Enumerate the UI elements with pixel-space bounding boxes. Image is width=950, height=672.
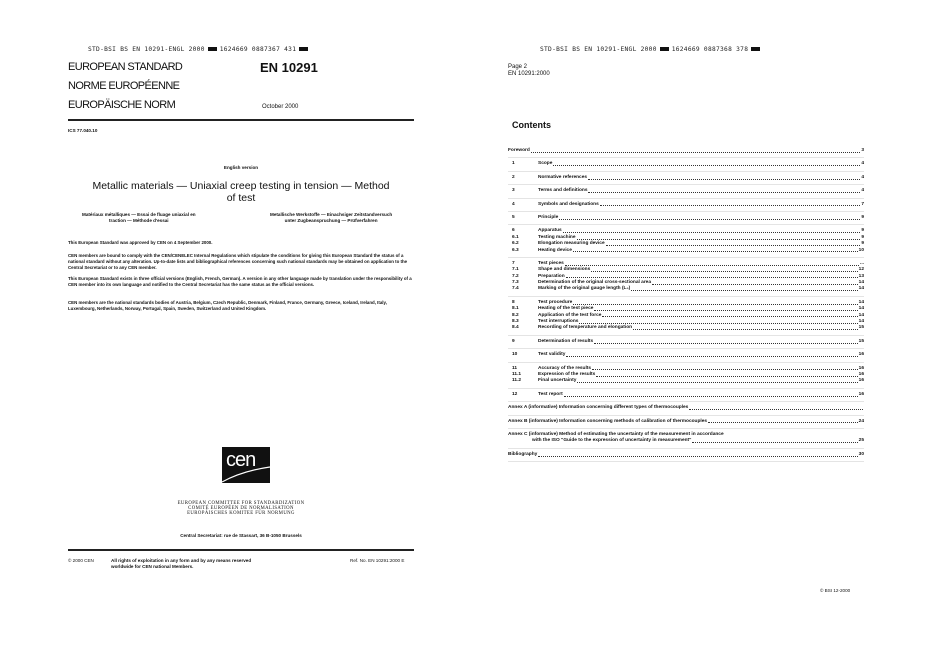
toc-entry-page: 24 xyxy=(858,418,864,424)
document-title xyxy=(68,180,414,204)
version-label: English version xyxy=(223,165,259,170)
toc-entry-title: Application of the test force xyxy=(538,312,602,318)
toc-entry-number: 10 xyxy=(512,352,518,358)
toc-entry-page: 16 xyxy=(858,371,864,377)
central-secretariat: Central Secretariat: rue de Stassart, 36 B-1050 Brussels xyxy=(180,533,302,538)
toc-entry-number: 5 xyxy=(512,214,515,220)
toc-group xyxy=(508,297,864,336)
toc-entry-title: with the ISO "Guide to the expression of uncertainty in measurement" xyxy=(532,438,692,444)
toc-entry-number: 6.3 xyxy=(512,247,519,253)
toc-entry-title: Heating of the test piece xyxy=(538,306,594,312)
dot-leader xyxy=(652,284,858,285)
toc-entry-number: 7.1 xyxy=(512,267,519,273)
toc-entry[interactable] xyxy=(508,248,864,254)
toc-entry-page: 14 xyxy=(858,319,864,325)
rights-line: worldwide for CEN national Members. xyxy=(111,563,194,569)
toc-entry-title: Apparatus xyxy=(538,228,562,234)
toc-entry-title: Determination of the original cross-sectional area xyxy=(538,280,652,286)
cen-logo-swoosh xyxy=(222,447,270,483)
versions-paragraph: This European Standard exists in three official versions (English, French, German). A version in any other language made by translation under the responsibility of a CEN member into its own language and notified to the Central Secretariat has the same status as the official versions. xyxy=(68,276,412,287)
dot-leader xyxy=(531,152,860,153)
scan-header-code xyxy=(540,46,763,53)
dot-leader xyxy=(565,265,859,266)
toc-entry-page: 10 xyxy=(858,247,864,253)
toc-group xyxy=(508,449,864,462)
publication-date: October 2000 xyxy=(262,104,299,110)
dot-leader xyxy=(708,422,858,423)
toc-entry[interactable] xyxy=(508,215,864,221)
dot-leader xyxy=(559,219,860,220)
toc-entry-page: 14 xyxy=(858,306,864,312)
toc-entry-page: 7 xyxy=(861,201,864,207)
header-code-number: 1624669 0887367 431 xyxy=(219,46,297,53)
toc-entry-title: Recording of temperature and elongation xyxy=(538,325,633,331)
committee-name-de: EUROPÄISCHES KOMITEE FÜR NORMUNG xyxy=(187,511,295,517)
toc-entry-number: 11 xyxy=(512,365,518,371)
toc-entry-page: 4 xyxy=(861,174,864,180)
toc-group xyxy=(508,225,864,258)
dot-leader xyxy=(538,456,857,457)
toc-entry[interactable] xyxy=(508,175,864,181)
toc-entry-page: 16 xyxy=(858,352,864,358)
toc-entry-number: 11.2 xyxy=(512,378,522,384)
toc-group xyxy=(508,363,864,389)
toc-entry[interactable] xyxy=(508,438,864,444)
toc-entry[interactable] xyxy=(508,148,864,154)
rights-notice xyxy=(111,558,251,569)
dot-leader xyxy=(577,239,861,240)
toc-entry-number: 4 xyxy=(512,201,515,207)
dot-leader xyxy=(594,343,857,344)
toc-entry-number: 9 xyxy=(512,338,515,344)
toc-entry-page: 30 xyxy=(858,451,864,457)
toc-entry-title: Terms and definitions xyxy=(538,188,588,194)
toc-entry-number: 7.2 xyxy=(512,273,519,279)
copyright: © 2000 CEN xyxy=(68,558,94,563)
title-french-line: traction — Méthode d'essai xyxy=(109,217,169,223)
toc-entry[interactable] xyxy=(508,378,864,384)
toc-entry-page: ... xyxy=(860,260,864,266)
toc-entry-page: 12 xyxy=(858,267,864,273)
contents-heading: Contents xyxy=(512,120,551,130)
toc-entry-number: 8.4 xyxy=(512,325,519,331)
toc-entry-title: Final uncertainty xyxy=(538,378,577,384)
toc-entry-number: 7.3 xyxy=(512,280,519,286)
title-german-line: unter Zugbeanspruchung — Prüfverfahren xyxy=(284,217,378,223)
toc-entry[interactable] xyxy=(508,325,864,331)
toc-entry-title: Determination of results xyxy=(538,338,594,344)
toc-entry-page: 14 xyxy=(858,299,864,305)
ics-code: ICS 77.040.10 xyxy=(68,128,98,133)
toc-entry-title: Expression of the results xyxy=(538,371,596,377)
toc-entry-title: Test interruptions xyxy=(538,319,579,325)
toc-entry-number: 8.3 xyxy=(512,319,519,325)
toc-entry-title: Shape and dimensions xyxy=(538,267,591,273)
standard-number: EN 10291 xyxy=(260,60,318,75)
toc-entry-title: Symbols and designations xyxy=(538,201,599,207)
toc-group xyxy=(508,158,864,171)
header-code-number: 1624669 0887368 378 xyxy=(671,46,749,53)
toc-group xyxy=(508,349,864,362)
toc-entry-page: 4 xyxy=(861,161,864,167)
toc-entry-page: 9 xyxy=(861,241,864,247)
toc-group xyxy=(508,336,864,349)
toc-group xyxy=(508,172,864,185)
toc-entry-page: 13 xyxy=(858,273,864,279)
title-line: of test xyxy=(226,192,256,204)
reference-number: Ref. No. EN 10291:2000 E xyxy=(350,558,405,563)
dot-leader xyxy=(606,245,861,246)
dot-leader xyxy=(631,290,857,291)
header-rule xyxy=(68,119,414,121)
committee-name-en: EUROPEAN COMMITTEE FOR STANDARDIZATION xyxy=(177,501,305,506)
toc-entry[interactable] xyxy=(508,352,864,358)
page-reference xyxy=(508,64,550,78)
title-french xyxy=(82,212,196,223)
cen-logo xyxy=(222,447,270,483)
members-paragraph: CEN members are the national standards bodies of Austria, Belgium, Czech Republic, Denmark, Finland, France, Germany, Greece, Iceland, Ireland, Italy, Luxembourg, Netherlands, Norway, Portugal, Spain, Sweden, Switzerland and United Kingdom. xyxy=(68,300,387,311)
toc-entry-number: 7 xyxy=(512,260,515,266)
dot-leader xyxy=(588,179,860,180)
toc-group xyxy=(508,389,864,402)
toc-entry-page: 14 xyxy=(858,280,864,286)
toc-entry[interactable] xyxy=(508,339,864,345)
toc-entry-number: 8.2 xyxy=(512,312,519,318)
toc-entry[interactable] xyxy=(508,405,864,411)
toc-entry[interactable] xyxy=(508,188,864,194)
barcode-block xyxy=(208,47,217,51)
toc-entry[interactable] xyxy=(508,452,864,458)
toc-entry-title: Scope xyxy=(538,161,553,167)
cen-logo-text: cen xyxy=(226,449,256,471)
dot-leader xyxy=(573,304,857,305)
scan-header-code xyxy=(88,46,311,53)
toc-entry-page: 15 xyxy=(858,338,864,344)
toc-entry-number: 11.1 xyxy=(512,371,522,377)
toc-entry-number: 8 xyxy=(512,299,515,305)
dot-leader xyxy=(588,192,860,193)
dot-leader xyxy=(600,205,861,206)
toc-entry-title: Annex B (informative) Information concerning methods of calibration of thermocouples xyxy=(508,418,708,424)
dot-leader xyxy=(692,442,857,443)
toc-entry-page: 16 xyxy=(858,365,864,371)
standard-name-de: EUROPÄISCHE NORM xyxy=(68,99,176,111)
toc-group xyxy=(508,145,864,158)
toc-entry-number: 3 xyxy=(512,188,515,194)
toc-entry-page: 4 xyxy=(861,188,864,194)
toc-entry[interactable] xyxy=(508,161,864,167)
toc-entry-title: Principle xyxy=(538,214,559,220)
dot-leader xyxy=(579,323,857,324)
toc-group xyxy=(508,402,864,415)
committee-names xyxy=(68,501,414,517)
toc-entry-number: 6.2 xyxy=(512,241,519,247)
toc-entry-title: Bibliography xyxy=(508,451,538,457)
toc-entry-title: Test procedure xyxy=(538,299,573,305)
title-german-line: Metallische Werkstoffe — Einachsiger Zeitstandversuch xyxy=(270,212,393,217)
toc-entry-title: Foreword xyxy=(508,147,530,153)
toc-entry-page: 25 xyxy=(858,438,864,444)
toc-entry[interactable] xyxy=(508,419,864,425)
toc-entry-page: 9 xyxy=(861,234,864,240)
toc-group xyxy=(508,416,864,429)
rights-line: All rights of exploitation in any form and by any means reserved xyxy=(111,558,252,563)
toc-entry-title: Marking of the original gauge length (L₀) xyxy=(538,286,631,292)
dot-leader xyxy=(563,232,861,233)
toc-entry-title: Heating device xyxy=(538,247,572,253)
dot-leader xyxy=(564,396,858,397)
toc-entry[interactable] xyxy=(508,202,864,208)
toc-entry-number: 8.1 xyxy=(512,306,519,312)
toc-entry-title: Normative references xyxy=(538,174,588,180)
toc-entry-title: Preparation xyxy=(538,273,565,279)
dot-leader xyxy=(596,376,857,377)
toc-entry-title: Test validity xyxy=(538,352,566,358)
dot-leader xyxy=(566,277,858,278)
toc-entry-number: 6.1 xyxy=(512,234,519,240)
committee-name-fr: COMITÉ EUROPÉEN DE NORMALISATION xyxy=(188,506,294,512)
compliance-paragraph: CEN members are bound to comply with the CEN/CENELEC Internal Regulations which stipulate the conditions for giving this European Standard the status of a national standard without any alteration. Up-to-date lists and bibliographical references concerning such national standards may be obtained on application to the Central Secretariat or to any CEN member. xyxy=(68,253,408,270)
toc-entry-title: Testing machine xyxy=(538,234,576,240)
standard-name-fr: NORME EUROPÉENNE xyxy=(68,80,180,92)
toc-entry-page: 3 xyxy=(861,147,864,153)
barcode-block xyxy=(751,47,760,51)
toc-entry-number: 6 xyxy=(512,228,515,234)
toc-entry-page: 14 xyxy=(858,286,864,292)
dot-leader xyxy=(553,165,860,166)
dot-leader xyxy=(592,369,858,370)
toc-entry[interactable] xyxy=(508,392,864,398)
header-code-text: STD-BSI BS EN 10291-ENGL 2000 xyxy=(540,46,657,53)
standard-name-en: EUROPEAN STANDARD xyxy=(68,61,183,73)
toc-entry-number: 12 xyxy=(512,391,518,397)
dot-leader xyxy=(577,382,857,383)
toc-entry-title: Test report xyxy=(538,391,563,397)
dot-leader xyxy=(602,316,857,317)
dot-leader xyxy=(573,251,858,252)
toc-entry-title: Annex C (informative) Method of estimating the uncertainty of the measurement in accordance xyxy=(508,431,724,437)
toc-entry-page: 16 xyxy=(858,391,864,397)
toc-entry[interactable] xyxy=(508,286,864,292)
dot-leader xyxy=(591,271,857,272)
title-line: Metallic materials — Uniaxial creep testing in tension — Method xyxy=(92,180,390,192)
toc-group xyxy=(508,258,864,297)
dot-leader xyxy=(633,329,858,330)
toc-group xyxy=(508,212,864,225)
toc-group xyxy=(508,199,864,212)
page-number: Page 2 xyxy=(508,64,528,70)
page-footer: © BSI 12-2000 xyxy=(820,588,851,593)
toc-entry-title: Annex A (informative) Information concerning different types of thermocouples xyxy=(508,405,689,411)
toc-entry-number: 7.4 xyxy=(512,286,519,292)
toc-entry-number: 2 xyxy=(512,174,515,180)
toc-entry-title: Test pieces xyxy=(538,260,564,266)
barcode-block xyxy=(660,47,669,51)
toc-entry-page: 15 xyxy=(858,325,864,331)
document-reference: EN 10291:2000 xyxy=(508,71,550,77)
toc-entry-title: Elongation measuring device xyxy=(538,241,605,247)
toc-group xyxy=(508,429,864,449)
toc-entry-page: 14 xyxy=(858,312,864,318)
title-german xyxy=(270,212,392,223)
table-of-contents xyxy=(508,145,864,462)
footer-rule xyxy=(68,549,414,551)
approval-paragraph: This European Standard was approved by CEN on 4 September 2000. xyxy=(68,240,213,245)
title-french-line: Matériaux métalliques — Essai de fluage uniaxial en xyxy=(82,212,196,217)
dot-leader xyxy=(594,310,857,311)
toc-entry-page: 9 xyxy=(861,228,864,234)
toc-entry-page: 16 xyxy=(858,378,864,384)
dot-leader xyxy=(689,409,863,410)
toc-entry-page: 9 xyxy=(861,214,864,220)
toc-entry-number: 1 xyxy=(512,161,515,167)
barcode-block xyxy=(299,47,308,51)
toc-group xyxy=(508,185,864,198)
toc-entry-title: Accuracy of the results xyxy=(538,365,592,371)
dot-leader xyxy=(566,356,857,357)
header-code-text: STD-BSI BS EN 10291-ENGL 2000 xyxy=(88,46,205,53)
